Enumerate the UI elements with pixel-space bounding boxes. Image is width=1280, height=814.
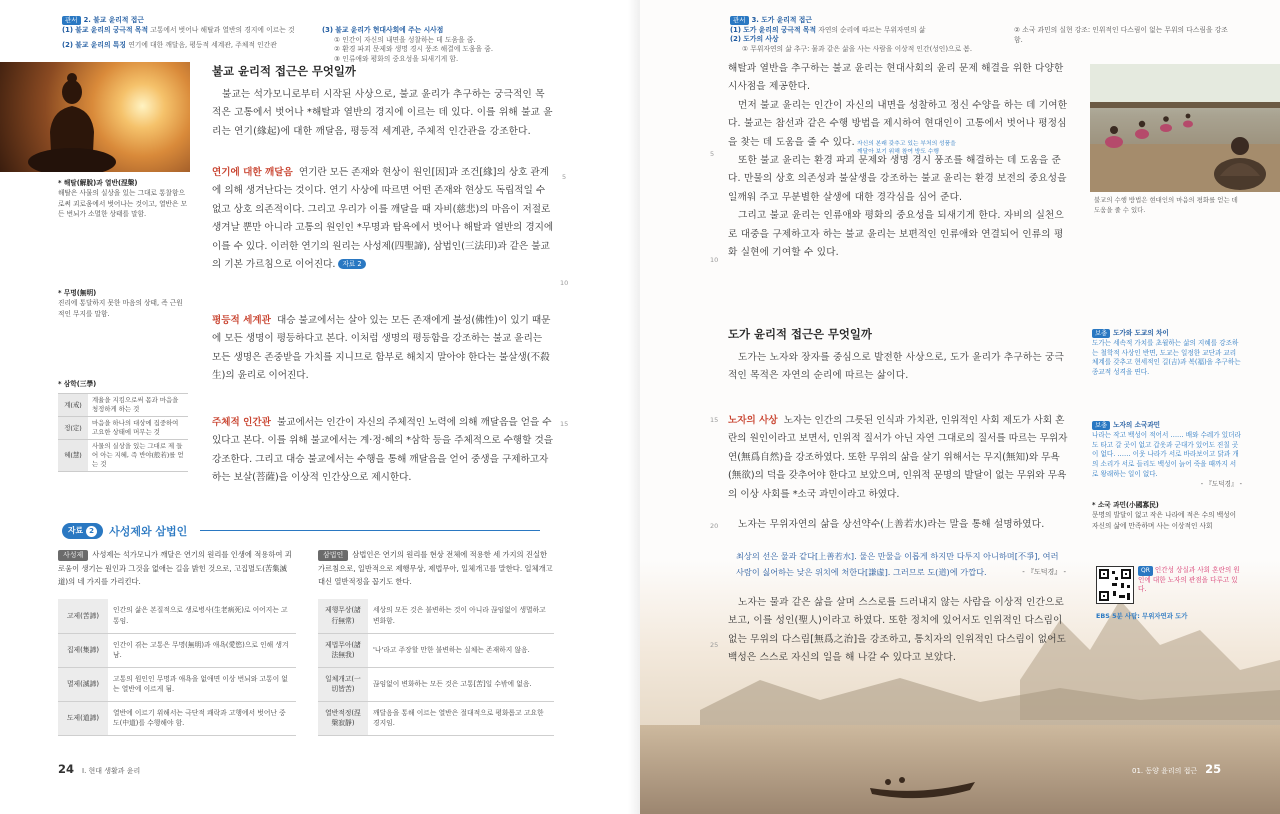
ebs-link[interactable]: EBS 5분 사탐: 무위자연과 도가 [1096, 612, 1188, 620]
paragraph-equality [212, 312, 554, 386]
table-head-cell: 열반적정(涅槃寂靜) [318, 701, 368, 735]
gloss-samhak-title: * 삼학(三學) [58, 380, 97, 388]
table-row [58, 394, 188, 417]
photo-caption: 불교의 수행 방법은 현대인의 마음의 평화를 얻는 데 도움을 줄 수 있다. [1094, 196, 1238, 214]
outline-item3-2: (2) 도가의 사상 [730, 35, 779, 44]
intro-paragraph [212, 86, 554, 141]
data-number: 2 [86, 526, 97, 537]
gloss-samhak [58, 379, 188, 389]
sambeobin-label: 삼법인 [318, 550, 348, 561]
table-row [58, 417, 188, 440]
page-number: 24 [58, 762, 75, 776]
outline-item3-a: ① 인간이 자신의 내면을 성찰하는 데 도움을 줌. [334, 35, 476, 44]
lead-laozi: 노자의 사상 [728, 415, 778, 426]
paragraph-introspection: 먼저 불교 윤리는 인간이 자신의 내면을 성찰하고 정신 수양을 하는 데 기여한다. 불교는 참선과 같은 수행 방법을 제시하여 현대인이 고통에서 벗어나 평정심을 찾는 데 도움을 줄 수 있다. [728, 99, 1068, 148]
outline-item3-b: ② 환경 파괴 문제와 생명 경시 풍조 해결에 도움을 줌. [334, 45, 494, 54]
side2-source: - 『도덕경』 - [1200, 479, 1242, 488]
body-equality: 대승 불교에서는 살아 있는 모든 존재에게 불성(佛性)이 있기 때문에 모든 생명이 평등하다고 본다. 이처럼 생명의 평등함을 강조하는 불교 윤리는 모든 생명은 존중받을 가치를 지니므로 함부로 해치지 말아야 한다는 불살생(不殺生)의 윤리로 이어진다. [212, 315, 551, 382]
outline-item2-title: 2. 불교 윤리적 접근 [83, 16, 144, 24]
line-number-5: 5 [562, 173, 567, 181]
table-cell: '나'라고 주장할 만한 불변하는 실체는 존재하지 않음. [368, 633, 554, 667]
right-footer [1132, 762, 1221, 776]
table-cell: 인간이 겪는 고통은 무명(無明)과 애욕(愛慾)으로 인해 생겨남. [108, 633, 296, 667]
qr-text: 인간성 상실과 사회 혼란의 원인에 대한 노자의 관점을 다루고 있다. [1138, 566, 1240, 593]
table-head-cell: 멸제(滅諦) [58, 667, 108, 701]
samhak-head: 혜(慧) [58, 440, 88, 472]
gloss-haetal-body: 해탈은 사물의 실상을 있는 그대로 통찰함으로써 괴로움에서 벗어나는 것이고, 열반은 모든 번뇌가 소멸한 상태를 말함. [58, 189, 188, 218]
paragraph-dependent-origination [212, 164, 554, 274]
samhak-table [58, 393, 188, 472]
data-label-pill [62, 523, 103, 539]
intro-cont: 해탈과 열반을 추구하는 불교 윤리는 현대사회의 윤리 문제 해결을 위한 다양한 시사점을 제공한다. [728, 63, 1064, 93]
qr-description [1138, 566, 1242, 595]
daodejing-quote [736, 548, 1066, 580]
buddhism-implications [728, 60, 1068, 262]
line-number-20: 20 [710, 522, 719, 530]
sasungje-table [58, 599, 296, 736]
outline-item3-2-b: ② 소국 과민의 실현 강조: 인위적인 다스림이 없는 무위의 다스림을 강조함. [1014, 26, 1228, 44]
gloss-mumyeong [58, 288, 188, 319]
data-divider [200, 530, 540, 531]
table-cell: 끊임없이 변화하는 모든 것은 고통[苦]일 수밖에 없음. [368, 667, 554, 701]
qr-tag: QR [1138, 566, 1153, 576]
data-section-header [62, 522, 187, 540]
chamseon-note-2: 깨달아 보기 위해 참여 방도 수행 [857, 149, 940, 155]
sambeobin-desc: 삼법인은 연기의 원리를 현상 전체에 적용한 세 가지의 진실한 가르침으로, 일반적으로 제행무상, 제법무아, 일체개고를 말한다. 일체개고 대신 열반적정을 꼽기도 한다. [318, 550, 553, 586]
paragraph-water [728, 516, 1068, 534]
gloss-haetal-title: * 해탈(解脫)과 열반(涅槃) [58, 179, 138, 187]
meditation-scene [1090, 64, 1280, 192]
right-outline-2 [1014, 26, 1234, 45]
samhak-head: 정(定) [58, 417, 88, 440]
buddha-silhouette [0, 62, 190, 172]
side1-body: 도가는 세속적 가치를 초월하는 삶의 지혜를 강조하는 철학적 사상인 반면, 도교는 일정한 교단과 교리 체계를 갖추고 현세적인 길(吉)과 복(福)을 추구하는 종교적 성격을 띤다. [1092, 338, 1241, 377]
left-footer [58, 762, 140, 776]
body-subjective-human: 불교에서는 인간이 자신의 주체적인 노력에 의해 깨달음을 얻을 수 있다고 본다. 이를 위해 불교에서는 계·정·혜의 *삼학 등을 주체적으로 수행할 것을 강조한다. 그리고 대승 불교에서는 수행을 통해 깨달음을 얻어 중생을 구제하고자 하는 보살(菩薩)을 이상적 인간상으로 제시한다. [212, 417, 554, 484]
table-head-cell: 제법무아(諸法無我) [318, 633, 368, 667]
table-head-cell: 집제(集諦) [58, 633, 108, 667]
table-cell: 고통의 원인인 무명과 애욕을 없애면 이상 번뇌와 고통이 없는 열반에 이르게 됨. [108, 667, 296, 701]
table-cell: 세상의 모든 것은 불변하는 것이 아니라 끊임없이 생멸하고 변화함. [368, 599, 554, 633]
table-cell: 열반에 이르기 위해서는 극단적 쾌락과 고행에서 벗어난 중도(中道)를 수행해야 함. [108, 701, 296, 735]
line-number-10: 10 [710, 256, 719, 264]
lead-equality: 평등적 세계관 [212, 315, 271, 326]
table-cell: 인간의 삶은 본질적으로 생로병사(生老病死)로 이어지는 고통임. [108, 599, 296, 633]
outline-item3-c: ③ 인류애와 평화의 중요성을 되새기게 함. [334, 54, 459, 63]
sasungje-label: 사성제 [58, 550, 88, 561]
water-text: 노자는 무위자연의 삶을 상선약수(上善若水)라는 말을 통해 설명하였다. [738, 519, 1045, 530]
taoism-intro-text: 도가는 노자와 장자를 중심으로 발전한 사상으로, 도가 윤리가 추구하는 궁극적인 목적은 자연의 순리에 따르는 삶이다. [728, 352, 1064, 382]
table-head-cell: 제행무상(諸行無常) [318, 599, 368, 633]
table-row [58, 440, 188, 472]
quote-text: 최상의 선은 물과 같다[上善若水]. 물은 만물을 이롭게 하지만 다투지 아니하며[不爭], 여러 사람이 싫어하는 낮은 위치에 처한다[謙虛]. 그러므로 도(道)에 가깝다. [736, 551, 1059, 577]
outline-item3: (3) 불교 윤리가 현대사회에 주는 시사점 [322, 26, 444, 34]
lead-subjective-human: 주체적 인간관 [212, 417, 271, 428]
table-row [318, 701, 554, 735]
line-number-15: 15 [560, 420, 569, 428]
table-head-cell: 일체개고(一切皆苦) [318, 667, 368, 701]
left-outline-2 [322, 26, 532, 64]
outline-item3-1-desc: 자연의 순리에 따르는 무위자연의 삶 [818, 25, 926, 34]
chapter-label: 01. 동양 윤리의 접근 [1132, 767, 1198, 775]
lead-dependent-origination: 연기에 대한 깨달음 [212, 167, 293, 178]
left-outline [62, 16, 312, 51]
data-ref-pill[interactable]: 자료 2 [338, 259, 365, 269]
chamseon-note-1: 자신의 본래 갖추고 있는 부처의 성품을 [857, 141, 956, 147]
side2-title: 노자의 소국과민 [1113, 421, 1161, 429]
sambeobin-text [318, 548, 554, 589]
table-head-cell: 도제(道諦) [58, 701, 108, 735]
section-title-taoism: 도가 윤리적 접근은 무엇일까 [728, 327, 872, 341]
outline-tag: 관서 [730, 16, 749, 25]
side1-title: 도가와 도교의 차이 [1113, 329, 1169, 337]
side1-tag: 보충 [1092, 329, 1110, 338]
table-row [318, 633, 554, 667]
intro-text: 불교는 석가모니로부터 시작된 사상으로, 불교 윤리가 추구하는 궁극적인 목적은 고통에서 벗어나 *해탈과 열반의 경지에 이르는 데 있다. 이를 위해 불교 윤리는 연기(緣起)에 대한 깨달음, 평등적 세계관, 주체적 인간관을 강조한다. [212, 89, 553, 137]
data-label: 자료 [68, 526, 84, 536]
qr-code[interactable] [1096, 566, 1134, 604]
gloss-haetal [58, 178, 188, 219]
line-number-10: 10 [560, 279, 569, 287]
paragraph-sage [728, 594, 1068, 668]
side2-body: 나라는 작고 백성이 적어서 …… 배와 수레가 있더라도 타고 갈 곳이 없고 갑옷과 군대가 있어도 진칠 곳이 없다. …… 이웃 나라가 서로 바라보이고 닭과 개의 소리가 서로 들리도 백성이 늙어 죽을 때까지 서로 왕래하는 일이 없다. [1092, 430, 1241, 478]
outline-item3-2-a: ① 무위자연의 삶 추구: 물과 같은 삶을 사는 사람을 이상적 인간(성인)으로 봄. [742, 44, 973, 53]
samhak-head: 계(戒) [58, 394, 88, 417]
outline-item3-title: 3. 도가 윤리적 접근 [751, 16, 812, 24]
right-page [640, 0, 1280, 814]
page-number: 25 [1205, 762, 1222, 776]
table-row [318, 599, 554, 633]
quote-source: - 『도덕경』 - [1022, 568, 1066, 576]
sidebar-small-state [1092, 421, 1242, 490]
outline-item2-2-desc: 연기에 대한 깨달음, 평등적 세계관, 주체적 인간관 [128, 41, 277, 50]
paragraph-laozi [728, 412, 1068, 504]
outline-item3-1: (1) 도가 윤리의 궁극적 목적 [730, 25, 817, 34]
buddha-photo [0, 62, 190, 172]
paragraph-peace: 그리고 불교 윤리는 인류애와 평화의 중요성을 되새기게 한다. 자비의 실천으로 대중을 구제하고자 하는 불교 윤리는 보편적인 인류애와 연결되어 인류의 평화 실현에 기여할 수 있다. [728, 210, 1064, 259]
table-row [318, 667, 554, 701]
sidebar-tao-difference [1092, 329, 1242, 378]
data-title: 사성제와 삼법인 [109, 525, 188, 538]
taoism-intro [728, 349, 1068, 386]
qr-code-icon [1097, 567, 1133, 603]
outline-item2-2: (2) 불교 윤리의 특징 [62, 41, 127, 50]
line-number-5: 5 [710, 150, 715, 158]
outline-item2-1: (1) 불교 윤리의 궁극적 목적 [62, 25, 149, 34]
outline-tag: 관서 [62, 16, 81, 25]
section-title-buddhism: 불교 윤리적 접근은 무엇일까 [212, 64, 356, 78]
gloss-soguk-title: * 소국 과민(小國寡民) [1092, 501, 1159, 509]
gloss-mumyeong-title: * 무명(無明) [58, 289, 97, 297]
chapter-label: Ⅰ. 현대 생활과 윤리 [82, 767, 141, 775]
sasungje-desc: 사성제는 석가모니가 깨달은 연기의 원리를 인생에 적용하여 괴로움이 생기는 원인과 그것을 없애는 길을 밝힌 것으로, 고집멸도(苦集滅道)의 네 가지를 가리킨다. [58, 550, 292, 586]
sasungje-text [58, 548, 296, 589]
gloss-soguk-body: 문명의 발달이 없고 작은 나라에 적은 수의 백성이 자신의 삶에 만족하며 사는 이상적인 사회 [1092, 511, 1237, 530]
table-row [58, 701, 296, 735]
chamseon-note [857, 140, 956, 156]
table-row [58, 667, 296, 701]
sambeobin-table [318, 599, 554, 736]
meditation-photo [1090, 64, 1280, 192]
line-number-25: 25 [710, 641, 719, 649]
table-head-cell: 고제(苦諦) [58, 599, 108, 633]
samhak-desc: 사물의 실상을 있는 그대로 제 들어 아는 지혜, 즉 반야(般若)를 얻는 것 [88, 440, 188, 472]
sage-text: 노자는 물과 같은 삶을 살며 스스로를 드러내지 않는 사람을 이상적 인간으로 보고, 이를 성인(聖人)이라고 하였다. 또한 정치에 있어서도 인위적인 다스림이 없는 무위의 다스림[無爲之治]을 강조하고, 통치자의 인위적인 다스림이 없어도 백성은 스스로 자신의 일을 해 나갈 수 있다고 보았다. [728, 597, 1067, 664]
gloss-soguk [1092, 500, 1242, 531]
right-outline [730, 16, 980, 54]
samhak-desc: 계율을 지킴으로써 몸과 마음을 청정하게 하는 것 [88, 394, 188, 417]
paragraph-subjective-human [212, 414, 554, 488]
line-number-15: 15 [710, 416, 719, 424]
outline-item2-1-desc: 고통에서 벗어나 해탈과 열반의 경지에 이르는 것 [150, 25, 295, 34]
table-row [58, 633, 296, 667]
samhak-desc: 마음을 하나의 대상에 집중하여 고요한 상태에 머무는 것 [88, 417, 188, 440]
table-cell: 깨달음을 통해 이르는 열반은 절대적으로 평화롭고 고요한 경지임. [368, 701, 554, 735]
body-dependent-origination: 연기란 모든 존재와 현상이 원인[因]과 조건[緣]의 상호 관계에 의해 생겨난다는 것이다. 연기 사상에 따르면 어떤 존재와 현상도 독립적일 수 없고 상호 의존적이다. 그리고 우리가 이를 깨달을 때 자비(慈悲)의 마음이 저절로 생겨날 뿐만 아니라 고통의 원인인 *무명과 탐욕에서 벗어나 해탈과 열반의 경지에 이를 수 있다. 이러한 연기의 원리는 사성제(四聖諦), 삼법인(三法印)과 같은 불교의 기본 가르침으로 이어진다. [212, 167, 554, 271]
gloss-mumyeong-body: 진리에 통달하지 못한 마음의 상태, 즉 근원적인 무지를 말함. [58, 299, 183, 318]
side2-tag: 보충 [1092, 421, 1110, 430]
paragraph-environment: 또한 불교 윤리는 환경 파괴 문제와 생명 경시 풍조를 해결하는 데 도움을 준다. 만물의 상호 의존성과 불살생을 강조하는 불교 윤리는 환경 보전의 중요성을 일깨워 주고 무분별한 살생에 대한 경각심을 심어 준다. [728, 155, 1067, 203]
body-laozi: 노자는 인간의 그릇된 인식과 가치관, 인위적인 사회 제도가 사회 혼란의 원인이라고 보면서, 인위적 질서가 아닌 자연 그대로의 질서를 따르는 무위자연(無爲自然)을 강조하였다. 또한 무위의 삶을 살기 위해서는 무지(無知)와 무욕(無欲)의 덕을 갖추어야 한다고 보았으며, 인위적 문명의 발달이 없는 무위와 무욕의 이상 사회를 *소국 과민이라고 하였다. [728, 415, 1068, 500]
table-row [58, 599, 296, 633]
